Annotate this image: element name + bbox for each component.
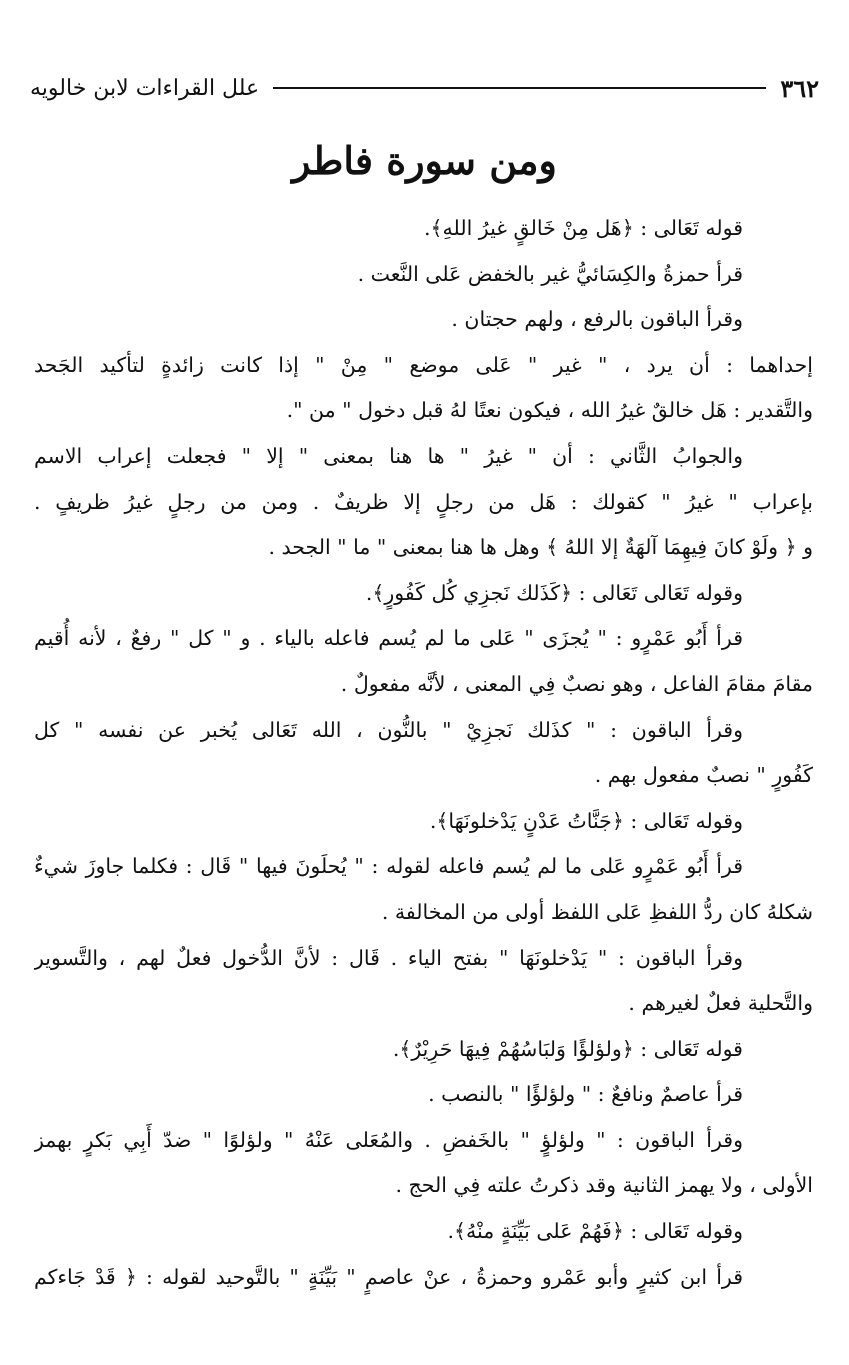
header-rule bbox=[273, 87, 766, 89]
text-line: والجوابُ الثَّاني : أن " غيرُ " ها هنا بمعنى " إلا " فجعلت إعراب الاسم bbox=[34, 443, 743, 468]
text-line: بإعراب " غيرُ " كقولك : هَل من رجلٍ إلا ظريفٌ . ومن من رجلٍ غيرُ ظريفٍ . bbox=[34, 489, 813, 514]
text-line: كَفُورٍ " نصبٌ مفعول بهم . bbox=[594, 763, 813, 788]
page-number: ٣٦٢ bbox=[780, 73, 819, 103]
text-line: إحداهما : أن يرد ، " غير " عَلى موضع " مِنْ " إذا كانت زائدةٍ لتأكيد الجَحد bbox=[34, 352, 813, 377]
text-line: وقرأ الباقون : " ولؤلؤٍ " بالخَفضِ . والمُعَلى عَنْهُ " ولؤلوًا " ضدّ أَبِي بَكرٍ بهمز bbox=[34, 1127, 743, 1152]
text-line: وقرأ الباقون : " يَدْخلونَهَا " بفتح الياء . قَال : لأنَّ الدُّخول فعلٌ لهم ، والتَّسوير bbox=[34, 945, 743, 970]
text-line: شكلهُ كان ردُّ اللفظِ عَلى اللفظ أولى من المخالفة . bbox=[381, 899, 813, 924]
text-line: قرأ ابن كثيرٍ وأبو عَمْرو وحمزةُ ، عنْ عاصمٍ " بَيِّنَةٍ " بالتَّوحيد لقوله : ﴿ قَدْ جَاءكم bbox=[34, 1264, 743, 1289]
running-title: علل القراءات لابن خالويه bbox=[30, 75, 260, 101]
text-line: قرأ أَبُو عَمْرٍو : " يُجزَى " عَلى ما لم يُسم فاعله بالياء . و " كل " رفعٌ ، لأنه أُقيم bbox=[34, 626, 743, 651]
text-line: وقوله تَعَالى تَعَالى : ﴿كَذَلك نَجزِي كُل كَفُورٍ﴾. bbox=[365, 580, 743, 605]
text-line: قرأ أَبُو عَمْرٍو عَلى ما لم يُسم فاعله لقوله : " يُحلَونَ فيها " قَال : فكلما جاوزَ شيءٌ bbox=[34, 854, 743, 879]
text-line: والتَّقدير : هَل خالقٌ غيرُ الله ، فيكون نعتًا لهُ قبل دخول " من ". bbox=[286, 398, 813, 423]
text-line: مقامَ مقامَ الفاعل ، وهو نصبٌ فِي المعنى ، لأنَّه مفعولٌ . bbox=[340, 671, 813, 696]
text-line: قرأ حمزةُ والكِسَائيُّ غير بالخفض عَلى النَّعت . bbox=[357, 261, 743, 286]
text-line: والتَّحلية فعلٌ لغيرهم . bbox=[628, 991, 813, 1016]
page-header bbox=[30, 70, 819, 106]
text-line: وقرأ الباقون : " كذَلك نَجزِيْ " بالنُّون ، الله تَعَالى يُخبر عن نفسه " كل bbox=[34, 717, 743, 742]
surah-title: ومن سورة فاطر bbox=[292, 138, 557, 183]
page-body bbox=[34, 206, 813, 1300]
text-line: وقوله تَعَالى : ﴿فَهُمْ عَلى بَيِّنَةٍ منْهُ﴾. bbox=[447, 1219, 743, 1244]
text-line: قوله تَعَالى : ﴿هَل مِنْ خَالقٍ غيرُ اللهِ﴾. bbox=[424, 216, 743, 240]
text-line: وقرأ الباقون بالرفع ، ولهم حجتان . bbox=[451, 307, 743, 332]
text-line: قرأ عاصمٌ ونافعٌ : " ولؤلؤًا " بالنصب . bbox=[428, 1082, 743, 1107]
text-line: و ﴿ ولَوْ كانَ فِيهِمَا آلهَةٌ إلا اللهُ ﴾ وهل ها هنا بمعنى " ما " الجحد . bbox=[268, 535, 813, 560]
text-line: وقوله تَعَالى : ﴿جَنَّاتُ عَدْنٍ يَدْخلونَهَا﴾. bbox=[429, 808, 743, 833]
text-line: قوله تَعَالى : ﴿ولؤلؤًا وَلبَاسُهُمْ فِيهَا حَرِيْرٌ﴾. bbox=[392, 1036, 743, 1061]
text-line: الأولى ، ولا يهمز الثانية وقد ذكرتُ علته فِي الحج . bbox=[395, 1173, 813, 1198]
